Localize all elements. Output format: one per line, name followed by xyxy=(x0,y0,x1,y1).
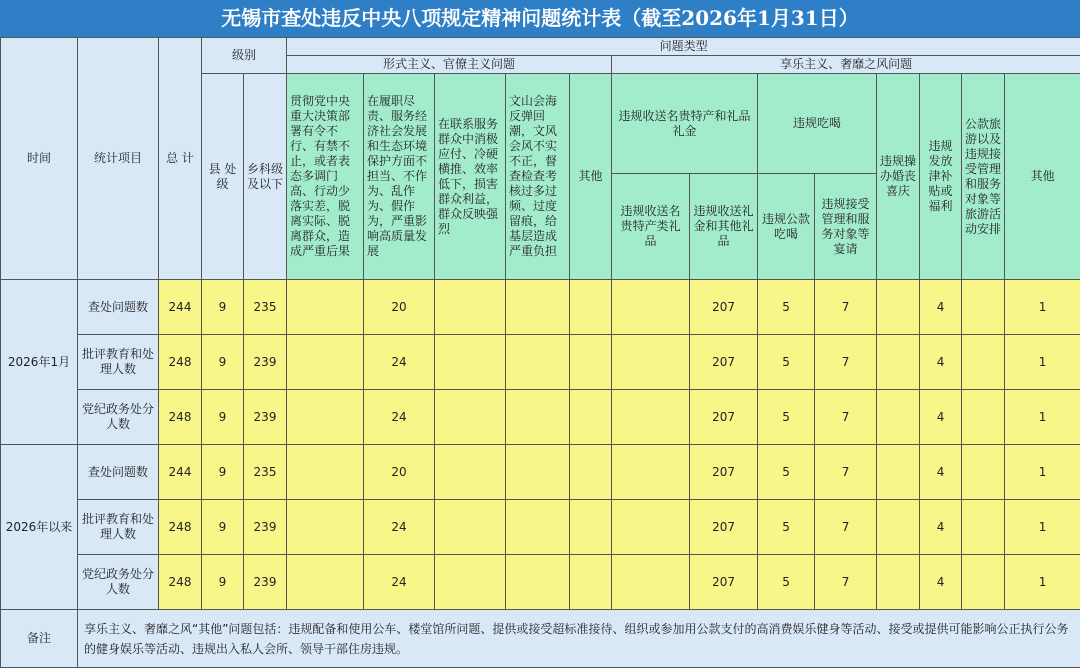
value-cell: 1 xyxy=(1005,335,1080,390)
header-hedonism-dining: 违规吃喝 xyxy=(758,74,877,174)
header-hedonism-gifts: 违规收送名贵特产和礼品礼金 xyxy=(612,74,758,174)
total-cell: 244 xyxy=(159,445,202,500)
note-row xyxy=(1,610,1080,668)
value-cell xyxy=(435,555,506,610)
item-cell: 党纪政务处分人数 xyxy=(78,555,159,610)
value-cell: 207 xyxy=(690,390,758,445)
value-cell xyxy=(506,445,570,500)
value-cell xyxy=(962,280,1005,335)
header-total: 总 计 xyxy=(159,38,202,280)
value-cell xyxy=(570,335,612,390)
value-cell xyxy=(506,500,570,555)
value-cell xyxy=(287,390,364,445)
value-cell: 4 xyxy=(920,335,962,390)
value-cell: 4 xyxy=(920,445,962,500)
value-cell xyxy=(877,280,920,335)
statistics-table xyxy=(0,37,1080,668)
note-label: 备注 xyxy=(1,610,78,668)
value-cell xyxy=(435,500,506,555)
value-cell: 24 xyxy=(364,555,435,610)
table-row xyxy=(1,335,1080,390)
value-cell xyxy=(287,555,364,610)
value-cell xyxy=(506,555,570,610)
value-cell xyxy=(570,445,612,500)
header-level-county: 县 处级 xyxy=(202,74,244,280)
header-formalism: 形式主义、官僚主义问题 xyxy=(287,56,612,74)
header-gifts-cash: 违规收送礼金和其他礼品 xyxy=(690,174,758,280)
value-cell xyxy=(877,555,920,610)
value-cell xyxy=(506,335,570,390)
value-cell xyxy=(612,445,690,500)
table-row xyxy=(1,280,1080,335)
header-formalism-4: 文山会海反弹回潮，文风会风不实不正，督查检查考核过多过频、过度留痕，给基层造成严重负担 xyxy=(506,74,570,280)
value-cell xyxy=(570,555,612,610)
item-cell: 批评教育和处理人数 xyxy=(78,500,159,555)
value-cell xyxy=(612,555,690,610)
table-row xyxy=(1,500,1080,555)
header-formalism-other: 其他 xyxy=(570,74,612,280)
period-cell: 2026年1月 xyxy=(1,280,78,445)
value-cell: 7 xyxy=(815,445,877,500)
value-cell xyxy=(612,335,690,390)
value-cell xyxy=(962,335,1005,390)
value-cell: 7 xyxy=(815,500,877,555)
value-cell xyxy=(435,445,506,500)
value-cell xyxy=(962,390,1005,445)
total-cell: 248 xyxy=(159,500,202,555)
value-cell: 5 xyxy=(758,555,815,610)
value-cell: 207 xyxy=(690,555,758,610)
county-cell: 9 xyxy=(202,500,244,555)
value-cell: 24 xyxy=(364,500,435,555)
item-cell: 查处问题数 xyxy=(78,445,159,500)
value-cell: 24 xyxy=(364,390,435,445)
value-cell: 24 xyxy=(364,335,435,390)
value-cell xyxy=(612,280,690,335)
value-cell xyxy=(435,335,506,390)
header-hedonism-other: 其他 xyxy=(1005,74,1080,280)
header-time: 时间 xyxy=(1,38,78,280)
total-cell: 248 xyxy=(159,335,202,390)
value-cell: 1 xyxy=(1005,555,1080,610)
item-cell: 党纪政务处分人数 xyxy=(78,390,159,445)
county-cell: 9 xyxy=(202,445,244,500)
header-level-township: 乡科级及以下 xyxy=(244,74,287,280)
township-cell: 239 xyxy=(244,390,287,445)
value-cell xyxy=(435,390,506,445)
value-cell: 20 xyxy=(364,445,435,500)
value-cell: 4 xyxy=(920,390,962,445)
value-cell: 5 xyxy=(758,390,815,445)
township-cell: 239 xyxy=(244,500,287,555)
note-text: 享乐主义、奢靡之风“其他”问题包括：违规配备和使用公车、楼堂馆所问题、提供或接受超标准接待、组织或参加用公款支付的高消费娱乐健身等活动、接受或提供可能影响公正执行公务的健身娱乐等活动、违规出入私人会所、领导干部住房违规。 xyxy=(78,610,1080,668)
value-cell: 1 xyxy=(1005,390,1080,445)
county-cell: 9 xyxy=(202,390,244,445)
total-cell: 244 xyxy=(159,280,202,335)
total-cell: 248 xyxy=(159,555,202,610)
value-cell xyxy=(962,500,1005,555)
item-cell: 查处问题数 xyxy=(78,280,159,335)
value-cell: 4 xyxy=(920,500,962,555)
value-cell xyxy=(570,500,612,555)
header-item: 统计项目 xyxy=(78,38,159,280)
value-cell xyxy=(877,445,920,500)
value-cell: 207 xyxy=(690,280,758,335)
value-cell: 7 xyxy=(815,335,877,390)
value-cell: 7 xyxy=(815,390,877,445)
value-cell xyxy=(612,500,690,555)
period-cell: 2026年以来 xyxy=(1,445,78,610)
value-cell xyxy=(287,445,364,500)
value-cell xyxy=(287,500,364,555)
value-cell xyxy=(962,445,1005,500)
value-cell xyxy=(570,390,612,445)
value-cell xyxy=(962,555,1005,610)
value-cell xyxy=(570,280,612,335)
value-cell: 5 xyxy=(758,500,815,555)
township-cell: 239 xyxy=(244,335,287,390)
value-cell xyxy=(877,390,920,445)
township-cell: 235 xyxy=(244,280,287,335)
value-cell xyxy=(287,335,364,390)
value-cell xyxy=(506,280,570,335)
value-cell xyxy=(877,335,920,390)
value-cell: 4 xyxy=(920,555,962,610)
header-dining-public: 违规公款吃喝 xyxy=(758,174,815,280)
value-cell: 4 xyxy=(920,280,962,335)
header-formalism-3: 在联系服务群众中消极应付、冷硬横推、效率低下，损害群众利益，群众反映强烈 xyxy=(435,74,506,280)
header-hedonism-allowances: 违规发放津补贴或福利 xyxy=(920,74,962,280)
value-cell xyxy=(506,390,570,445)
table-row xyxy=(1,445,1080,500)
value-cell: 207 xyxy=(690,500,758,555)
value-cell: 207 xyxy=(690,445,758,500)
item-cell: 批评教育和处理人数 xyxy=(78,335,159,390)
value-cell: 5 xyxy=(758,335,815,390)
value-cell: 5 xyxy=(758,445,815,500)
header-formalism-1: 贯彻党中央重大决策部署有令不行、有禁不止，或者表态多调门高、行动少落实差，脱离实际、脱离群众，造成严重后果 xyxy=(287,74,364,280)
value-cell xyxy=(287,280,364,335)
header-hedonism: 享乐主义、奢靡之风问题 xyxy=(612,56,1080,74)
header-problem-type: 问题类型 xyxy=(287,38,1080,56)
value-cell: 7 xyxy=(815,280,877,335)
value-cell: 7 xyxy=(815,555,877,610)
value-cell: 1 xyxy=(1005,445,1080,500)
value-cell: 207 xyxy=(690,335,758,390)
value-cell: 1 xyxy=(1005,500,1080,555)
value-cell xyxy=(612,390,690,445)
page-title: 无锡市查处违反中央八项规定精神问题统计表（截至2026年1月31日） xyxy=(0,0,1080,37)
table-row xyxy=(1,390,1080,445)
township-cell: 239 xyxy=(244,555,287,610)
header-level: 级别 xyxy=(202,38,287,74)
total-cell: 248 xyxy=(159,390,202,445)
county-cell: 9 xyxy=(202,555,244,610)
county-cell: 9 xyxy=(202,335,244,390)
header-hedonism-travel: 公款旅游以及违规接受管理和服务对象等旅游活动安排 xyxy=(962,74,1005,280)
table-row xyxy=(1,555,1080,610)
header-dining-banquet: 违规接受管理和服务对象等宴请 xyxy=(815,174,877,280)
header-gifts-specialty: 违规收送名贵特产类礼品 xyxy=(612,174,690,280)
value-cell: 1 xyxy=(1005,280,1080,335)
value-cell: 20 xyxy=(364,280,435,335)
header-formalism-2: 在履职尽责、服务经济社会发展和生态环境保护方面不担当、不作为、乱作为、假作为，严重影响高质量发展 xyxy=(364,74,435,280)
value-cell: 5 xyxy=(758,280,815,335)
value-cell xyxy=(435,280,506,335)
township-cell: 235 xyxy=(244,445,287,500)
value-cell xyxy=(877,500,920,555)
county-cell: 9 xyxy=(202,280,244,335)
header-hedonism-weddings: 违规操办婚丧喜庆 xyxy=(877,74,920,280)
